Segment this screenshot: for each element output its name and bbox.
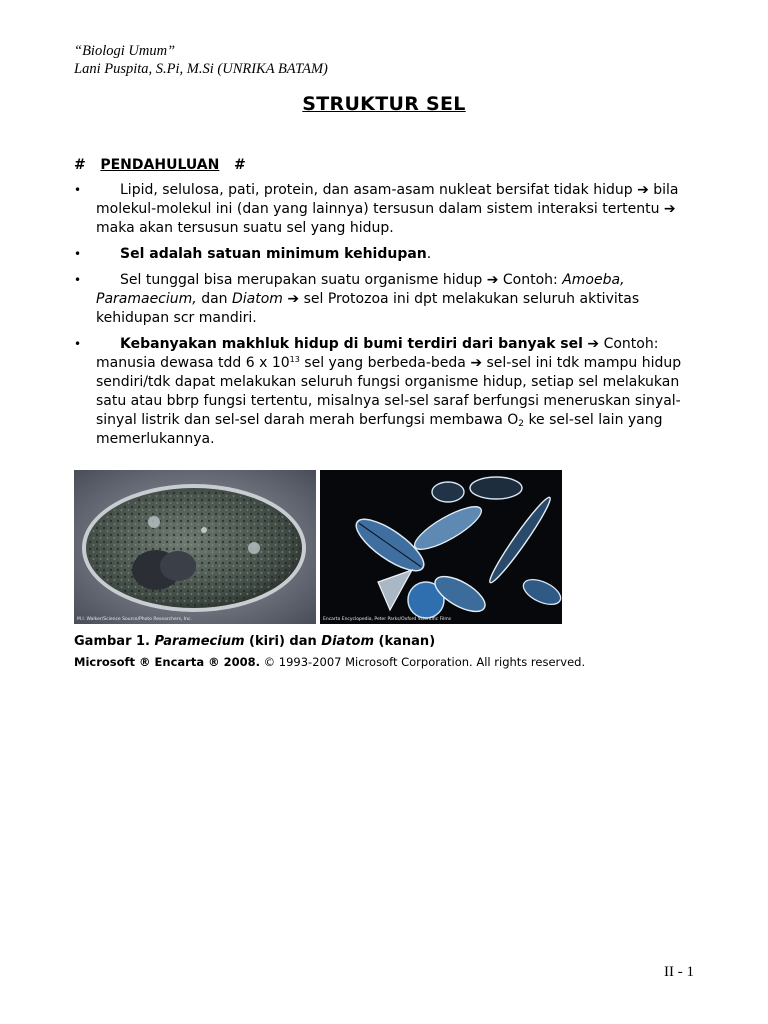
- page-title: STRUKTUR SEL: [302, 93, 466, 115]
- arrow-icon: ➔: [663, 201, 676, 217]
- arrow-icon: ➔: [637, 182, 649, 198]
- section-heading: [74, 157, 246, 173]
- bullet-text: Kebanyakan makhluk hidup di bumi terdiri dari banyak sel ➔ Contoh: manusia dewasa tdd 6 x $10^{13}$ sel yang berbeda-beda ➔ sel-sel ini tdk mampu hidup sendiri/tdk dapat melakukan seluruh fungsi organisme hidup, setiap sel melakukan satu atau bbrp fungsi tertentu, misalnya sel-sel saraf berfungsi meneruskan sinyal-sinyal listrik dan sel-sel darah merah berfungsi membawa $O_2$ ke sel-sel lain yang memerlukannya.: [96, 336, 682, 447]
- figure-source: Microsoft ® Encarta ® 2008. © 1993-2007 Microsoft Corporation. All rights reserved.: [74, 655, 586, 669]
- bullet-item-2: [74, 245, 699, 264]
- page-number: II - 1: [664, 964, 694, 980]
- bullet-item-4: [74, 335, 699, 449]
- paramecium-image: [74, 470, 316, 624]
- course-title: “Biologi Umum”: [74, 43, 176, 59]
- bullet-item-3: [74, 271, 699, 328]
- hash-suffix: #: [233, 157, 246, 173]
- figure-row: [74, 470, 562, 624]
- bullet-text: Sel tunggal bisa merupakan suatu organisme hidup ➔ Contoh: Amoeba, Paramaecium, dan Diatom ➔ sel Protozoa ini dpt melakukan seluruh aktivitas kehidupan scr mandiri.: [96, 272, 640, 326]
- diatom-image: [320, 470, 562, 624]
- image-credit-left: M.I. Walker/Science Source/Photo Researchers, Inc.: [77, 617, 192, 622]
- arrow-icon: ➔: [470, 355, 483, 371]
- bullet-dot: •: [74, 247, 82, 261]
- author-line: Lani Puspita, S.Pi, M.Si (UNRIKA BATAM): [74, 61, 328, 77]
- bullet-dot: •: [74, 183, 82, 197]
- figure-caption: Gambar 1. Paramecium (kiri) dan Diatom (kanan): [74, 634, 436, 649]
- image-credit-right: Encarta Encyclopedia, Peter Parks/Oxford Scientific Films: [323, 617, 452, 622]
- arrow-icon: ➔: [587, 336, 600, 352]
- bullet-dot: •: [74, 337, 82, 351]
- bullet-text: Lipid, selulosa, pati, protein, dan asam-asam nukleat bersifat tidak hidup ➔ bila molekul-molekul ini (dan yang lainnya) tersusun dalam sistem interaksi tertentu ➔ maka akan tersusun suatu sel yang hidup.: [96, 182, 679, 236]
- arrow-icon: ➔: [287, 291, 300, 307]
- running-header: [74, 42, 328, 78]
- bullet-text: Sel adalah satuan minimum kehidupan.: [120, 246, 432, 262]
- hash-prefix: #: [74, 157, 86, 173]
- bullet-item-1: [74, 181, 699, 238]
- section-label: PENDAHULUAN: [100, 157, 220, 173]
- arrow-icon: ➔: [486, 272, 499, 288]
- bullet-list: [74, 181, 699, 456]
- bullet-dot: •: [74, 273, 82, 287]
